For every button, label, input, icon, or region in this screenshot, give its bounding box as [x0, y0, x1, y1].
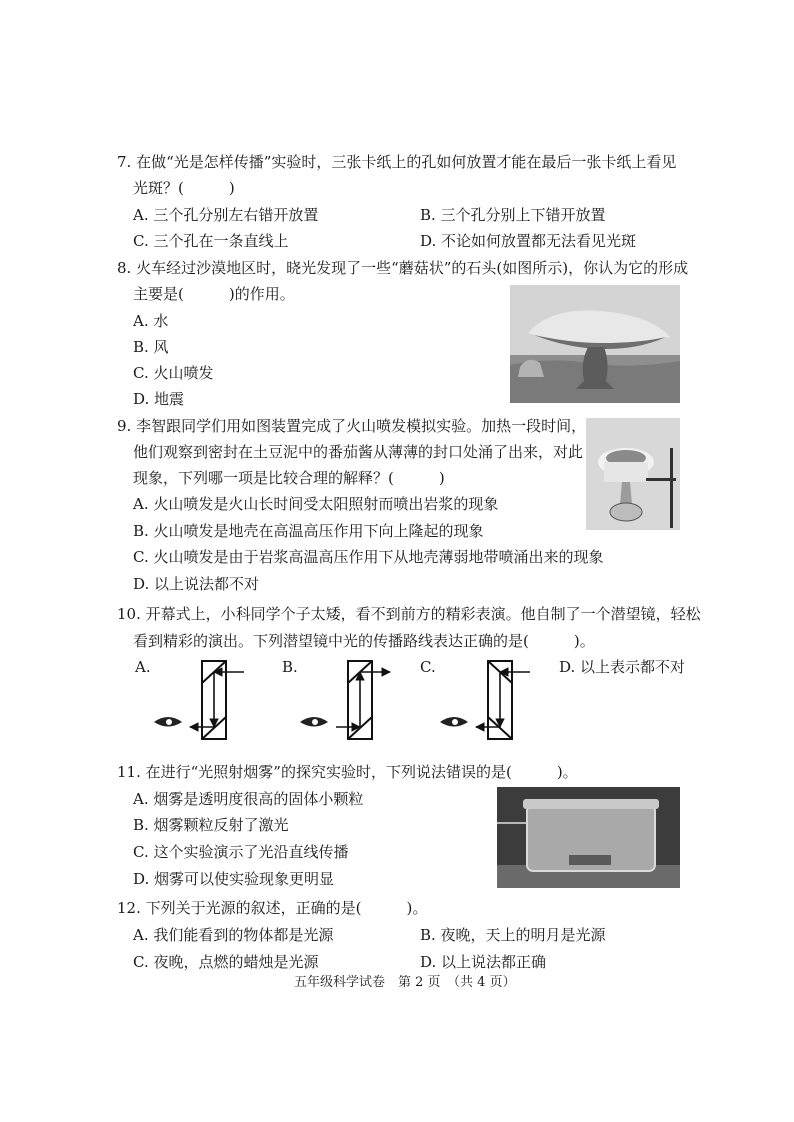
q9-stem-line1: 9. 李智跟同学们用如图装置完成了火山喷发模拟实验。加热一段时间， — [117, 417, 587, 435]
q11-option-b: B. 烟雾颗粒反射了激光 — [133, 816, 289, 834]
q10-option-d: D. 以上表示都不对 — [559, 658, 686, 676]
q11-option-d: D. 烟雾可以使实验现象更明显 — [133, 870, 335, 888]
q11-option-c: C. 这个实验演示了光沿直线传播 — [133, 843, 349, 861]
q12-option-c: C. 夜晚，点燃的蜡烛是光源 — [133, 953, 319, 971]
q7-option-c: C. 三个孔在一条直线上 — [133, 232, 289, 250]
q8-option-b: B. 风 — [133, 338, 169, 356]
q10-stem-line2: 看到精彩的演出。下列潜望镜中光的传播路线表达正确的是( )。 — [133, 632, 595, 650]
q11-option-a: A. 烟雾是透明度很高的固体小颗粒 — [133, 790, 364, 808]
q8-option-c: C. 火山喷发 — [133, 364, 214, 382]
q10-option-a: A. — [135, 658, 151, 676]
q9-option-b: B. 火山喷发是地壳在高温高压作用下向上隆起的现象 — [133, 522, 484, 540]
periscope-diagram-c — [436, 655, 546, 745]
q7-stem-line1: 7. 在做“光是怎样传播”实验时，三张卡纸上的孔如何放置才能在最后一张卡纸上看见 — [117, 153, 677, 171]
volcano-experiment-photo — [586, 418, 680, 530]
smoke-box-photo — [497, 787, 680, 888]
q9-option-d: D. 以上说法都不对 — [133, 575, 260, 593]
q10-stem-line1: 10. 开幕式上，小科同学个子太矮，看不到前方的精彩表演。他自制了一个潜望镜，轻松 — [117, 605, 701, 623]
q12-option-b: B. 夜晚，天上的明月是光源 — [420, 926, 606, 944]
q12-stem-line1: 12. 下列关于光源的叙述，正确的是( )。 — [117, 899, 428, 917]
q7-option-a: A. 三个孔分别左右错开放置 — [133, 206, 319, 224]
q9-stem-line3: 现象，下列哪一项是比较合理的解释？( ) — [133, 469, 445, 487]
q9-option-c: C. 火山喷发是由于岩浆高温高压作用下从地壳薄弱地带喷涌出来的现象 — [133, 548, 604, 566]
q7-option-d: D. 不论如何放置都无法看见光斑 — [420, 232, 637, 250]
page-footer: 五年级科学试卷 第 2 页 （共 4 页） — [294, 975, 516, 990]
q12-option-a: A. 我们能看到的物体都是光源 — [133, 926, 334, 944]
q7-stem-line2: 光斑？( ) — [133, 179, 235, 197]
q9-stem-line2: 他们观察到密封在土豆泥中的番茄酱从薄薄的封口处涌了出来，对此 — [133, 443, 584, 461]
q11-stem-line1: 11. 在进行“光照射烟雾”的探究实验时，下列说法错误的是( )。 — [117, 763, 578, 781]
mushroom-rock-photo — [510, 285, 680, 403]
q7-option-b: B. 三个孔分别上下错开放置 — [420, 206, 606, 224]
q10-option-c: C. — [420, 658, 436, 676]
q9-option-a: A. 火山喷发是火山长时间受太阳照射而喷出岩浆的现象 — [133, 495, 499, 513]
periscope-diagram-b — [296, 655, 406, 745]
periscope-diagram-a — [150, 655, 260, 745]
q8-option-d: D. 地震 — [133, 390, 185, 408]
q8-option-a: A. 水 — [133, 312, 169, 330]
q8-stem-line1: 8. 火车经过沙漠地区时，晓光发现了一些“蘑菇状”的石头(如图所示)，你认为它的形成 — [117, 259, 689, 277]
q12-option-d: D. 以上说法都正确 — [420, 953, 547, 971]
q10-option-b: B. — [282, 658, 298, 676]
q8-stem-line2: 主要是( )的作用。 — [133, 285, 295, 303]
